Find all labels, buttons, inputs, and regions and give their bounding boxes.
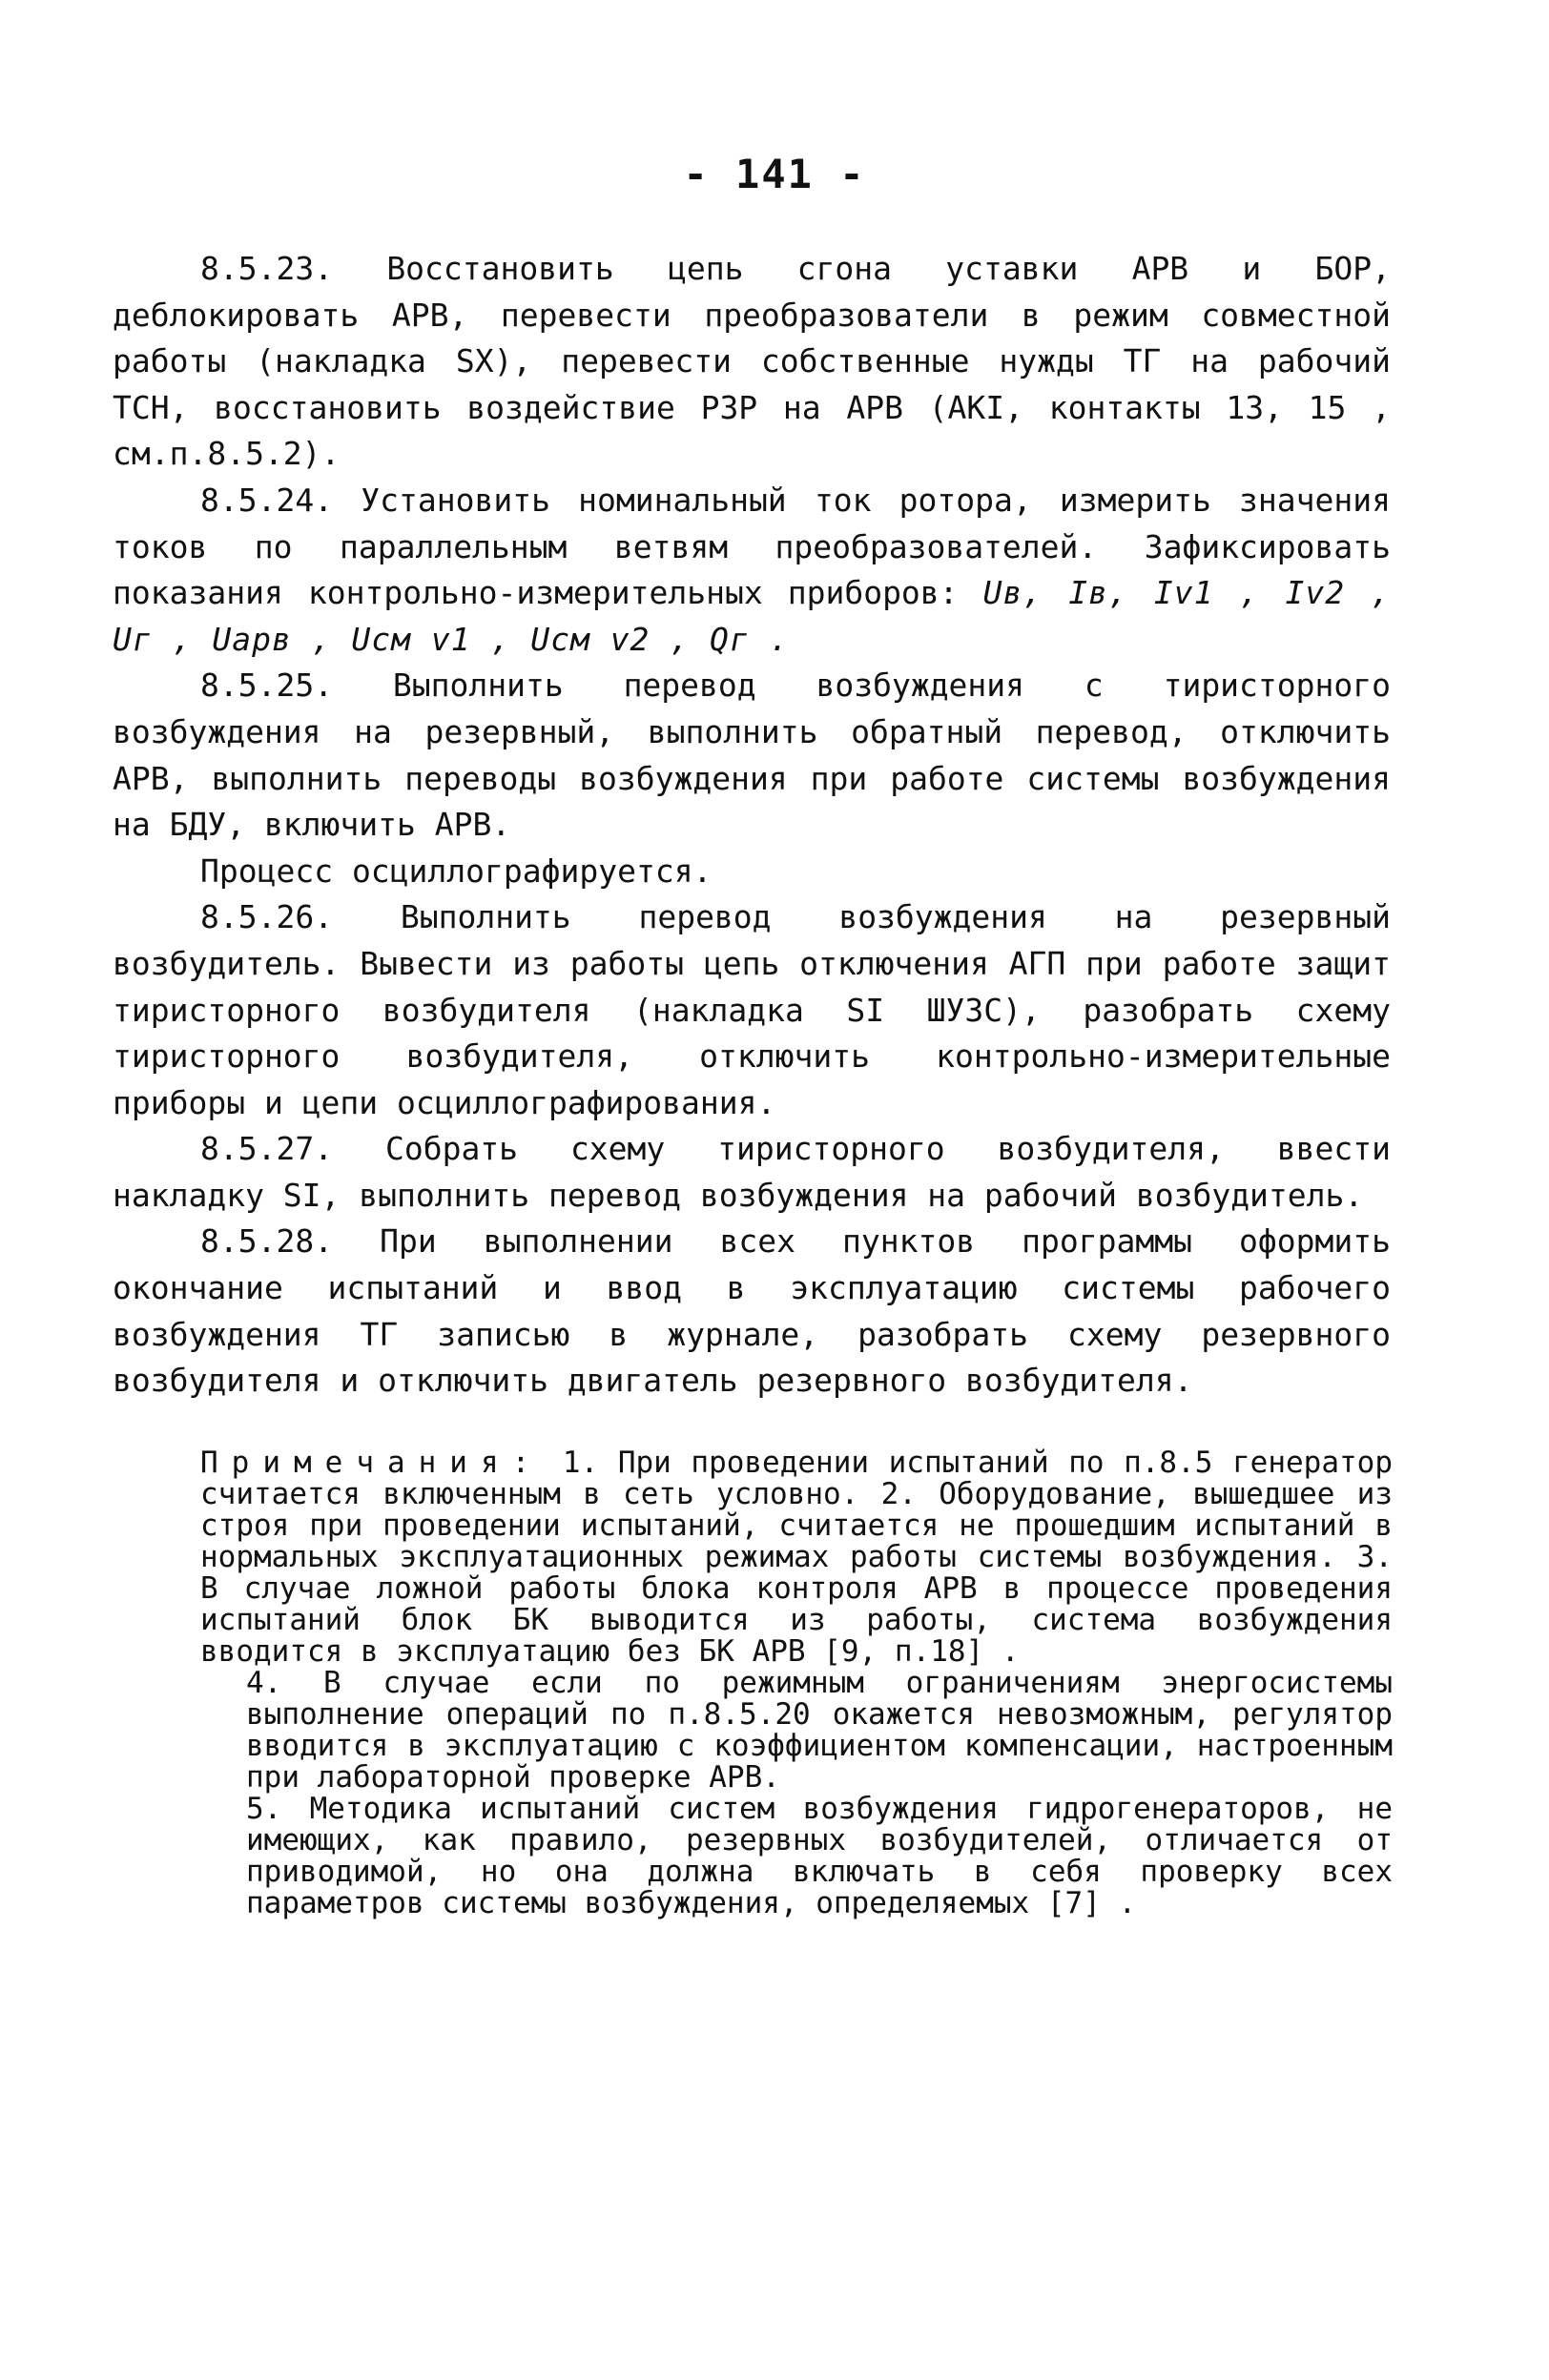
instrument-readings-formula: Uв, Iв, Iv1 , Iv2 , Uг , Uарв , Uсм v1 , Uсм v2 , Qг .: [113, 574, 1391, 658]
paragraph-8-5-24: [113, 478, 1391, 663]
notes-first-line: [200, 1447, 1393, 1668]
notes-title: Примечания:: [200, 1446, 544, 1480]
page-number: - 141 -: [683, 151, 866, 197]
main-text: [113, 246, 1391, 1405]
paragraph-8-5-27: 8.5.27. Собрать схему тиристорного возбудителя, ввести накладку SI, выполнить перевод возбуждения на рабочий возбудитель.: [113, 1130, 1391, 1214]
paragraph-oscillography: Процесс осциллографируется.: [200, 851, 713, 890]
paragraph-8-5-23: 8.5.23. Восстановить цепь сгона уставки АРВ и БОР, деблокировать АРВ, перевести преобразователи в режим совместной работы (накладка SX), перевести собственные нужды ТГ на рабочий ТСН, восстановить воздействие РЗР на АРВ (АКI, контакты 13, 15 , см.п.8.5.2).: [113, 250, 1391, 473]
note-item-2: 2. Оборудование, вышедшее из строя при проведении испытаний, считается не прошедшим испытаний в нормальных эксплуатационных режимах работы системы возбуждения.: [200, 1477, 1393, 1574]
note-item-3: 3. В случае ложной работы блока контроля АРВ в процессе проведения испытаний блок БК выводится из работы, система возбуждения вводится в эксплуатацию без БК АРВ [9, п.18] .: [200, 1540, 1393, 1669]
paragraph-8-5-25: 8.5.25. Выполнить перевод возбуждения с тиристорного возбуждения на резервный, выполнить обратный перевод, отключить АРВ, выполнить переводы возбуждения при работе системы возбуждения на БДУ, включить АРВ.: [113, 667, 1391, 844]
paragraph-8-5-26: 8.5.26. Выполнить перевод возбуждения на резервный возбудитель. Вывести из работы цепь отключения АГП при работе защит тиристорного возбудителя (накладка SI ШУЗС), разобрать схему тиристорного возбудителя, отключить контрольно-измерительные приборы и цепи осциллографирования.: [113, 898, 1391, 1121]
note-item-5: 5. Методика испытаний систем возбуждения гидрогенераторов, не имеющих, как правило, резервных возбудителей, отличается от приводимой, но она должна включать в себя проверку всех параметров системы возбуждения, определяемых [7] .: [246, 1792, 1393, 1920]
paragraph-8-5-24-text: 8.5.24. Установить номинальный ток ротора, измерить значения токов по параллельным ветвям преобразователей. Зафиксировать показания контрольно-измерительных приборов:: [113, 481, 1391, 612]
paragraph-8-5-28: 8.5.28. При выполнении всех пунктов программы оформить окончание испытаний и ввод в эксплуатацию системы рабочего возбуждения ТГ записью в журнале, разобрать схему резервного возбудителя и отключить двигатель резервного возбудителя.: [113, 1222, 1391, 1400]
notes-section: [200, 1447, 1393, 1919]
note-item-1: 1. При проведении испытаний по п.8.5 генератор считается включенным в сеть условно.: [200, 1446, 1393, 1511]
note-item-4: 4. В случае если по режимным ограничениям энергосистемы выполнение операций по п.8.5.20 окажется невозможным, регулятор вводится в эксплуатацию с коэффициентом компенсации, настроенным при лабораторной проверке АРВ.: [246, 1666, 1393, 1795]
